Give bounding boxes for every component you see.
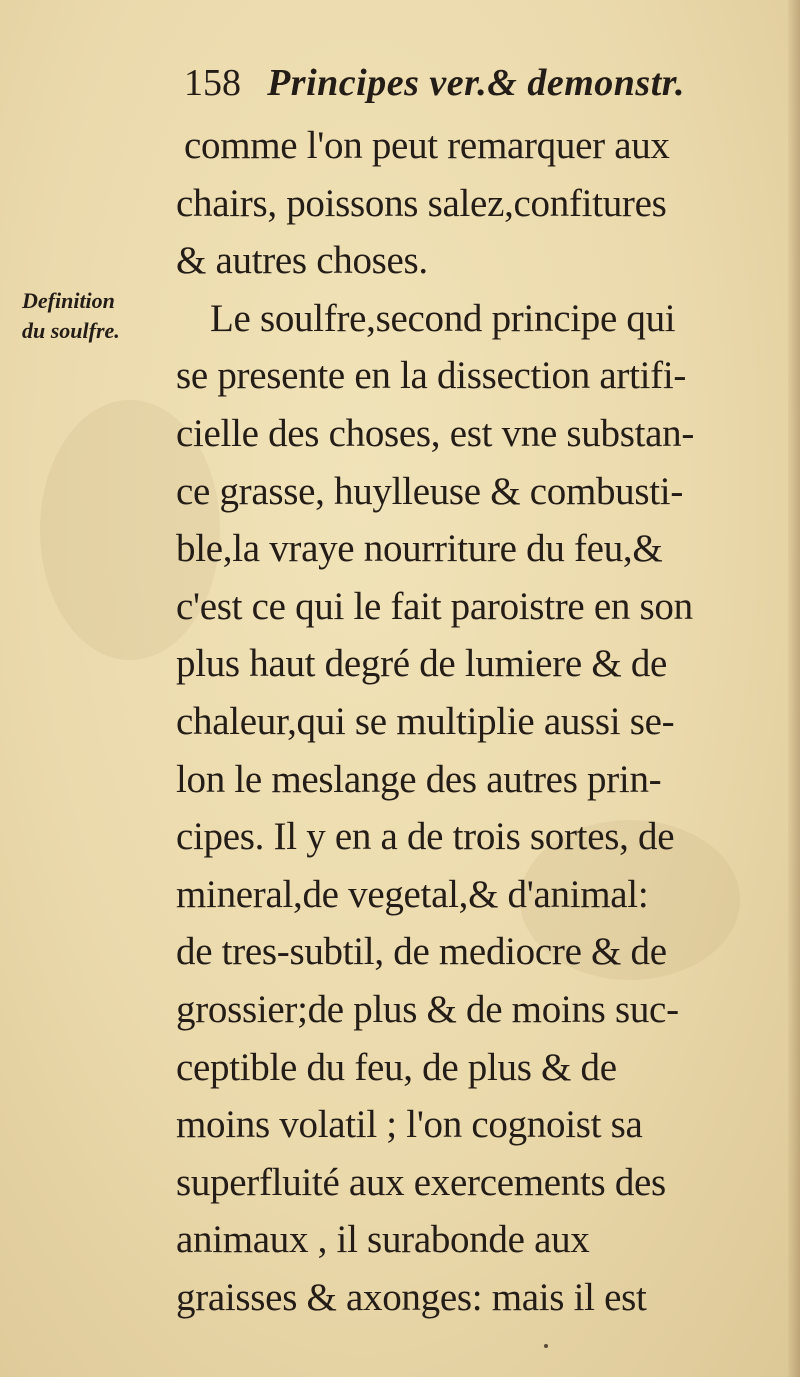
marginal-note-line: du soulfre. bbox=[22, 318, 120, 343]
text-line: plus haut degré de lumiere & de bbox=[176, 642, 668, 686]
text-line: graisses & axonges: mais il est bbox=[176, 1275, 647, 1319]
body-text bbox=[176, 117, 766, 1326]
text-line: se presente en la dissection artifi- bbox=[176, 354, 687, 398]
page-header bbox=[184, 52, 744, 113]
marginal-note bbox=[22, 286, 192, 346]
text-line: animaux , il surabonde aux bbox=[176, 1218, 590, 1262]
text-line: c'est ce qui le fait paroistre en son bbox=[176, 584, 693, 628]
text-line: mineral,de vegetal,& d'animal: bbox=[176, 872, 649, 916]
text-line: ceptible du feu, de plus & de bbox=[176, 1045, 617, 1089]
text-line: cipes. Il y en a de trois sortes, de bbox=[176, 815, 675, 859]
text-line: comme l'on peut remarquer aux bbox=[184, 124, 670, 167]
text-line: moins volatil ; l'on cognoist sa bbox=[176, 1103, 643, 1147]
running-title: Principes ver.& demonstr. bbox=[267, 62, 685, 104]
text-line: ble,la vraye nourriture du feu,& bbox=[176, 527, 663, 571]
text-line: & autres choses. bbox=[176, 239, 428, 283]
text-line: Le soulfre,second principe qui bbox=[210, 296, 676, 340]
text-line: chaleur,qui se multiplie aussi se- bbox=[176, 699, 675, 743]
ink-speck bbox=[544, 1344, 548, 1348]
marginal-note-line: Definition bbox=[22, 288, 115, 313]
text-line: ce grasse, huylleuse & combusti- bbox=[176, 469, 684, 513]
text-line: de tres-subtil, de mediocre & de bbox=[176, 930, 667, 974]
text-line: cielle des choses, est vne substan- bbox=[176, 411, 695, 455]
text-line: chairs, poissons salez,confitures bbox=[176, 181, 667, 225]
text-line: grossier;de plus & de moins suc- bbox=[176, 987, 679, 1031]
page-edge bbox=[788, 0, 800, 1377]
page-number: 158 bbox=[184, 62, 241, 104]
text-line: lon le meslange des autres prin- bbox=[176, 757, 662, 801]
text-line: superfluité aux exercements des bbox=[176, 1160, 666, 1204]
